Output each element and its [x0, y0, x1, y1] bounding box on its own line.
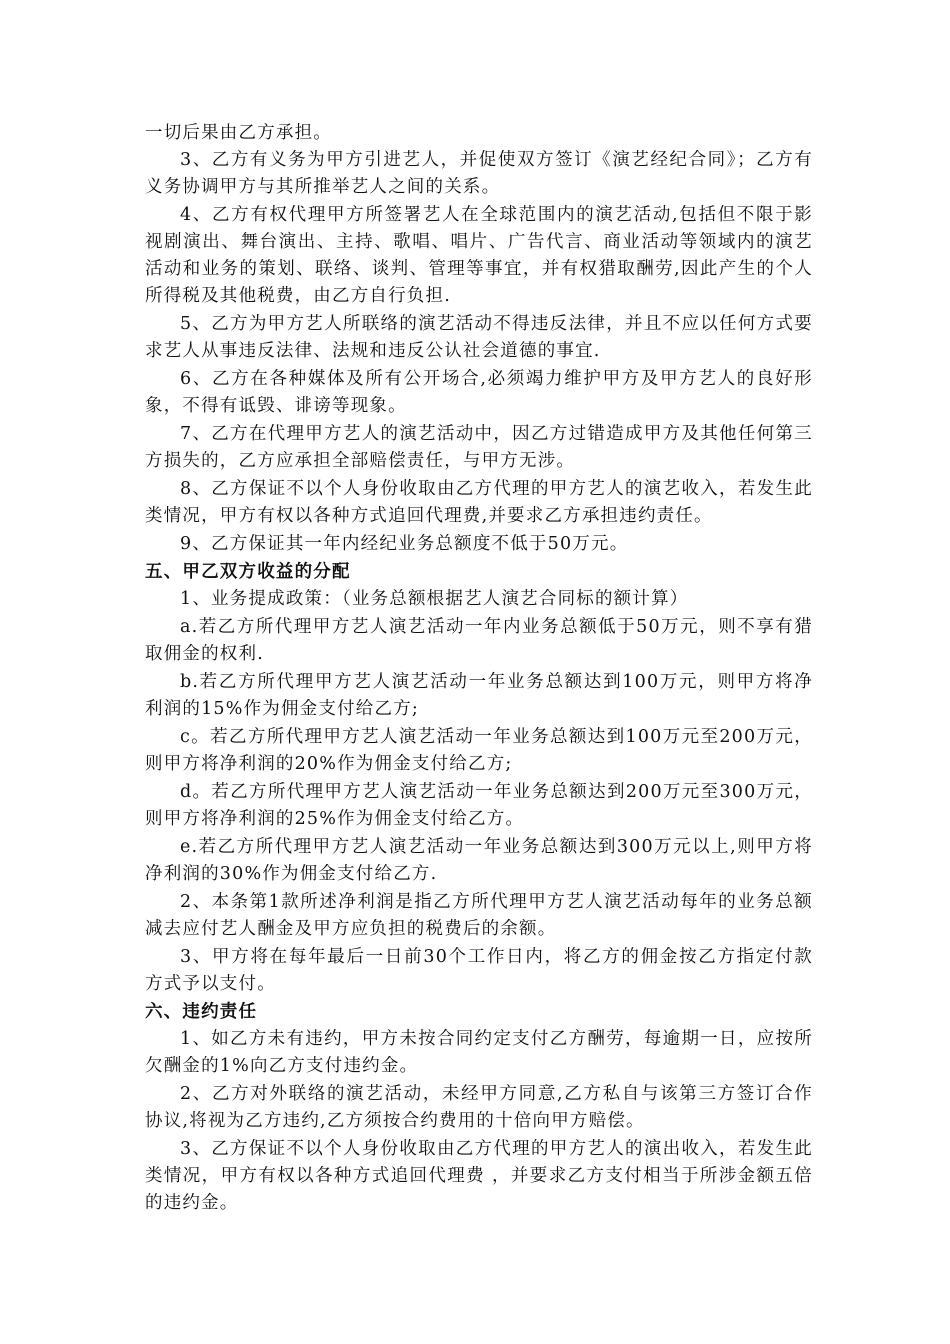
section5-item-b: b.若乙方所代理甲方艺人演艺活动一年业务总额达到100万元，则甲方将净利润的15%作为佣金支付给乙方; — [145, 672, 813, 719]
section5-heading: 五、甲乙双方收益的分配 — [145, 562, 351, 582]
section4-item-7: 7、乙方在代理甲方艺人的演艺活动中，因乙方过错造成甲方及其他任何第三方损失的，乙方应承担全部赔偿责任，与甲方无涉。 — [145, 424, 813, 471]
section5-item-e: e.若乙方所代理甲方艺人演艺活动一年业务总额达到300万元以上,则甲方将净利润的30%作为佣金支付给乙方. — [145, 837, 813, 884]
intro-line: 一切后果由乙方承担。 — [145, 123, 332, 143]
section4-item-9: 9、乙方保证其一年内经纪业务总额度不低于50万元。 — [180, 534, 629, 554]
section4-item-8: 8、乙方保证不以个人身份收取由乙方代理的甲方艺人的演艺收入，若发生此类情况，甲方有权以各种方式追回代理费,并要求乙方承担违约责任。 — [145, 479, 813, 526]
section6-item-2: 2、乙方对外联络的演艺活动，未经甲方同意,乙方私自与该第三方签订合作协议,将视为乙方违约,乙方须按合约费用的十倍向甲方赔偿。 — [145, 1084, 813, 1131]
section4-continued — [145, 147, 813, 558]
section5-item-2: 2、本条第1款所述净利润是指乙方所代理甲方艺人演艺活动每年的业务总额减去应付艺人酬金及甲方应负担的税费后的余额。 — [145, 892, 813, 939]
section5 — [145, 559, 813, 998]
section4-item-6: 6、乙方在各种媒体及所有公开场合,必须竭力维护甲方及甲方艺人的良好形象，不得有诋毁、诽谤等现象。 — [145, 369, 813, 416]
section4-item-4: 4、乙方有权代理甲方所签署艺人在全球范围内的演艺活动,包括但不限于影视剧演出、舞台演出、主持、歌唱、唱片、广告代言、商业活动等领域内的演艺活动和业务的策划、联络、谈判、管理等事宜，并有权猎取酬劳,因此产生的个人所得税及其他税费，由乙方自行负担. — [145, 205, 813, 306]
section4-item-5: 5、乙方为甲方艺人所联络的演艺活动不得违反法律，并且不应以任何方式要求艺人从事违反法律、法规和违反公认社会道德的事宜. — [145, 314, 813, 361]
section6-item-3: 3、乙方保证不以个人身份收取由乙方代理的甲方艺人的演出收入，若发生此类情况，甲方有权以各种方式追回代理费 ，并要求乙方支付相当于所涉金额五倍的违约金。 — [145, 1139, 813, 1213]
section5-item-a: a.若乙方所代理甲方艺人演艺活动一年内业务总额低于50万元，则不享有猎取佣金的权利. — [145, 617, 813, 664]
section5-item-3: 3、甲方将在每年最后一日前30个工作日内，将乙方的佣金按乙方指定付款方式予以支付。 — [145, 947, 813, 994]
section4-item-3: 3、乙方有义务为甲方引进艺人，并促使双方签订《演艺经纪合同》；乙方有义务协调甲方与其所推举艺人之间的关系。 — [145, 150, 813, 197]
section6-heading: 六、违约责任 — [145, 1002, 258, 1022]
section6-item-1: 1、如乙方未有违约，甲方未按合同约定支付乙方酬劳，每逾期一日，应按所欠酬金的1%向乙方支付违约金。 — [145, 1029, 813, 1076]
section5-item-c: c。若乙方所代理甲方艺人演艺活动一年业务总额达到100万元至200万元，则甲方将净利润的20%作为佣金支付给乙方; — [145, 727, 813, 774]
document-page — [145, 120, 813, 1218]
section5-item-1: 1、业务提成政策：（业务总额根据艺人演艺合同标的额计算） — [180, 589, 689, 609]
section5-item-d: d。若乙方所代理甲方艺人演艺活动一年业务总额达到200万元至300万元，则甲方将净利润的25%作为佣金支付给乙方。 — [145, 782, 813, 829]
section6 — [145, 999, 813, 1217]
